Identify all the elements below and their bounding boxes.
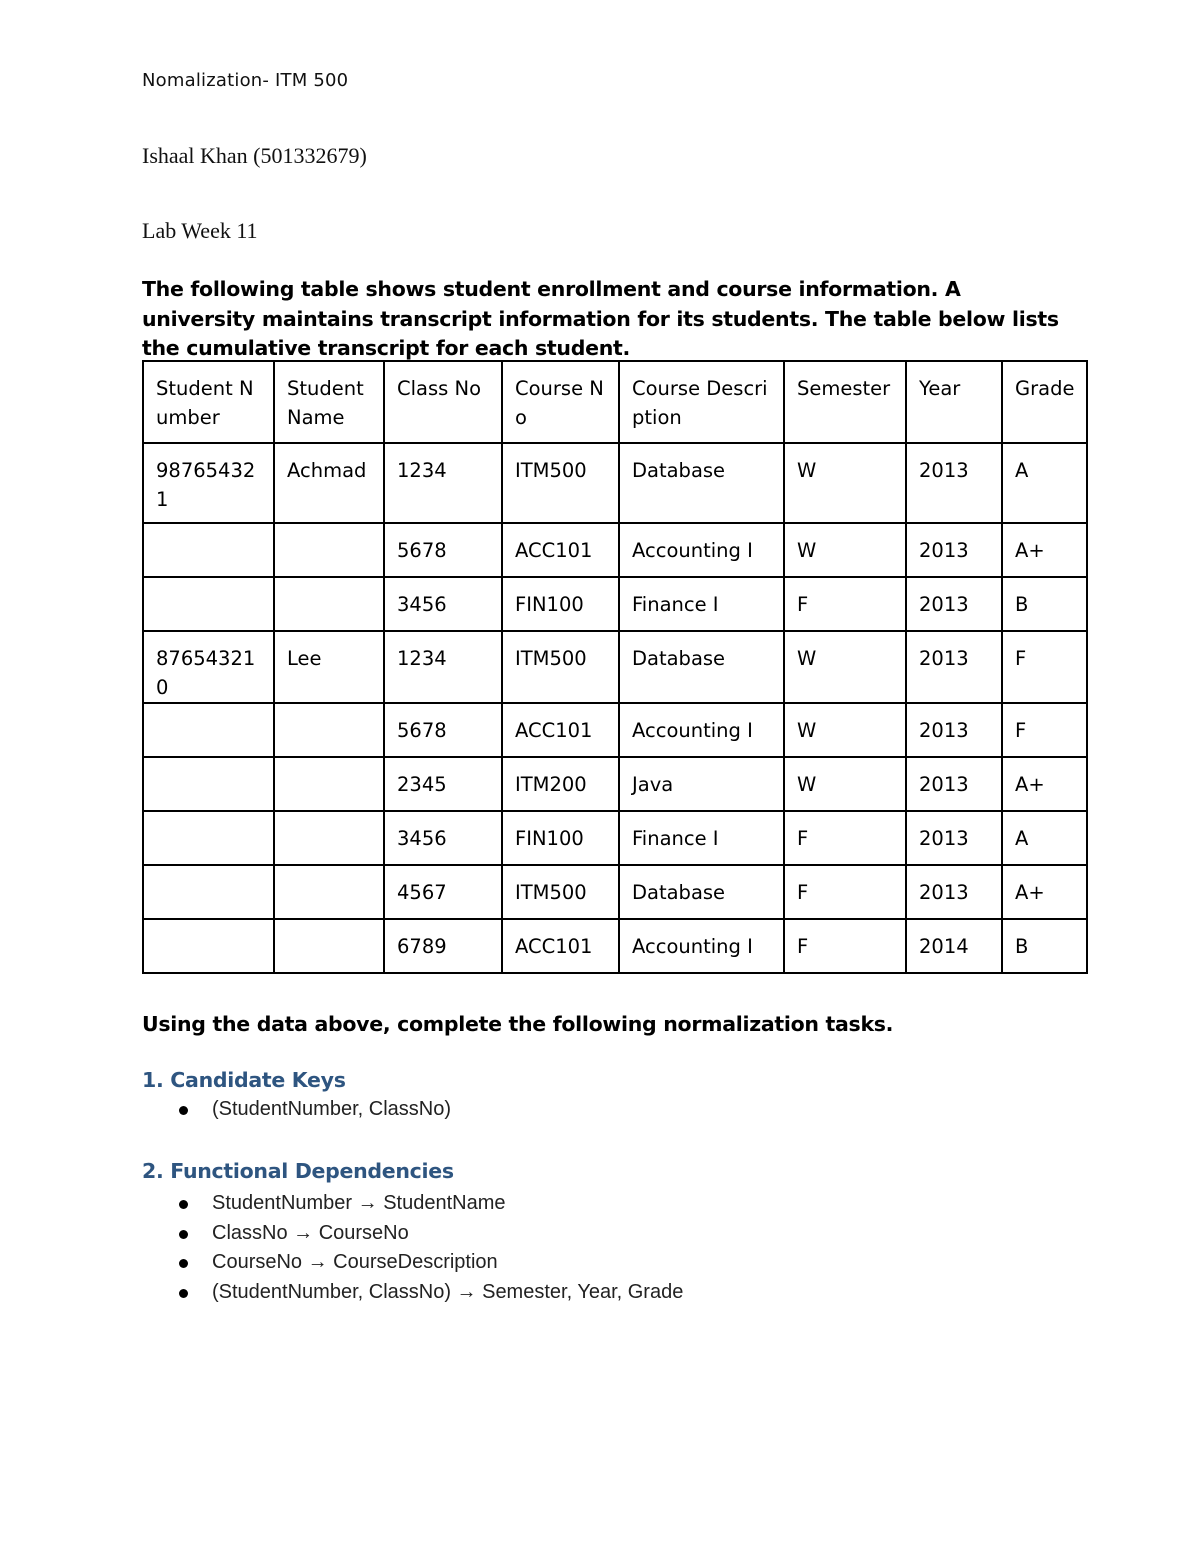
- cell-course-no: ACC101: [502, 523, 619, 577]
- cell-course-no: FIN100: [502, 811, 619, 865]
- cell-grade: A+: [1002, 865, 1087, 919]
- cell-course-description: Java: [619, 757, 784, 811]
- list-item-text: StudentNumber → StudentName: [212, 1192, 506, 1214]
- header-student-name: Student Name: [274, 361, 384, 443]
- intro-paragraph: The following table shows student enrollment and course information. A university maintains transcript information for its students. The table below lists the cumulative transcript for each student.: [142, 277, 1059, 360]
- cell-semester: F: [784, 919, 906, 973]
- candidate-keys-list: [176, 1095, 451, 1125]
- cell-course-description: Database: [619, 443, 784, 523]
- cell-class-no: 3456: [384, 811, 502, 865]
- cell-course-description: Finance I: [619, 811, 784, 865]
- cell-course-no: ITM500: [502, 865, 619, 919]
- cell-student-name: [274, 865, 384, 919]
- cell-class-no: 2345: [384, 757, 502, 811]
- cell-course-description: Accounting I: [619, 919, 784, 973]
- cell-class-no: 5678: [384, 703, 502, 757]
- header-course-description: Course Description: [619, 361, 784, 443]
- cell-year: 2013: [906, 523, 1002, 577]
- cell-year: 2013: [906, 631, 1002, 703]
- list-item-text: (StudentNumber, ClassNo) → Semester, Year, Grade: [212, 1280, 684, 1303]
- list-item: [176, 1095, 451, 1125]
- cell-semester: F: [784, 865, 906, 919]
- table-row: [143, 757, 1087, 811]
- page-header: Nomalization- ITM 500: [142, 70, 349, 91]
- cell-semester: F: [784, 577, 906, 631]
- cell-course-description: Accounting I: [619, 523, 784, 577]
- cell-grade: A+: [1002, 757, 1087, 811]
- cell-semester: W: [784, 757, 906, 811]
- cell-course-no: ITM200: [502, 757, 619, 811]
- task-instruction: Using the data above, complete the following normalization tasks.: [142, 1012, 894, 1036]
- candidate-keys-heading: 1. Candidate Keys: [142, 1068, 346, 1092]
- bullet-icon: [179, 1106, 188, 1115]
- cell-semester: W: [784, 443, 906, 523]
- cell-semester: W: [784, 523, 906, 577]
- table-row: [143, 523, 1087, 577]
- bullet-icon: [179, 1289, 188, 1298]
- cell-year: 2013: [906, 757, 1002, 811]
- cell-grade: F: [1002, 631, 1087, 703]
- bullet-icon: [179, 1259, 188, 1268]
- cell-class-no: 3456: [384, 577, 502, 631]
- cell-course-no: ACC101: [502, 703, 619, 757]
- cell-student-name: [274, 523, 384, 577]
- cell-student-number: [143, 703, 274, 757]
- cell-class-no: 1234: [384, 443, 502, 523]
- header-year: Year: [906, 361, 1002, 443]
- header-grade: Grade: [1002, 361, 1087, 443]
- cell-year: 2013: [906, 703, 1002, 757]
- list-item: [176, 1278, 683, 1308]
- cell-student-number: 987654321: [143, 443, 274, 523]
- table-row: [143, 919, 1087, 973]
- cell-student-number: [143, 757, 274, 811]
- table-row: [143, 443, 1087, 523]
- cell-year: 2014: [906, 919, 1002, 973]
- table-body: [143, 443, 1087, 973]
- table-row: [143, 811, 1087, 865]
- student-name-line: Ishaal Khan (501332679): [142, 143, 367, 168]
- cell-course-description: Finance I: [619, 577, 784, 631]
- table-row: [143, 703, 1087, 757]
- cell-year: 2013: [906, 865, 1002, 919]
- header-student-number: Student Number: [143, 361, 274, 443]
- cell-grade: A+: [1002, 523, 1087, 577]
- cell-student-name: Achmad: [274, 443, 384, 523]
- header-course-no: Course No: [502, 361, 619, 443]
- cell-student-number: 876543210: [143, 631, 274, 703]
- list-item: [176, 1189, 683, 1219]
- bullet-icon: [179, 1230, 188, 1239]
- list-item-text: ClassNo → CourseNo: [212, 1221, 409, 1244]
- list-item: [176, 1219, 683, 1249]
- cell-course-no: ACC101: [502, 919, 619, 973]
- lab-week-line: Lab Week 11: [142, 218, 258, 243]
- list-item-text: (StudentNumber, ClassNo): [212, 1098, 451, 1120]
- cell-student-number: [143, 919, 274, 973]
- cell-grade: A: [1002, 811, 1087, 865]
- cell-class-no: 1234: [384, 631, 502, 703]
- cell-course-no: ITM500: [502, 443, 619, 523]
- cell-student-number: [143, 865, 274, 919]
- list-item: [176, 1248, 683, 1278]
- cell-grade: B: [1002, 919, 1087, 973]
- cell-course-description: Database: [619, 865, 784, 919]
- transcript-table: [142, 360, 1088, 974]
- cell-student-number: [143, 523, 274, 577]
- table-header-row: [143, 361, 1087, 443]
- list-item-text: CourseNo → CourseDescription: [212, 1251, 498, 1273]
- cell-semester: W: [784, 631, 906, 703]
- cell-year: 2013: [906, 811, 1002, 865]
- cell-class-no: 6789: [384, 919, 502, 973]
- cell-student-name: [274, 757, 384, 811]
- cell-student-name: [274, 577, 384, 631]
- cell-student-name: [274, 919, 384, 973]
- table-row: [143, 631, 1087, 703]
- cell-class-no: 4567: [384, 865, 502, 919]
- cell-student-number: [143, 811, 274, 865]
- cell-semester: W: [784, 703, 906, 757]
- cell-student-name: [274, 811, 384, 865]
- cell-course-no: FIN100: [502, 577, 619, 631]
- functional-dependencies-list: [176, 1189, 683, 1307]
- cell-course-description: Database: [619, 631, 784, 703]
- cell-class-no: 5678: [384, 523, 502, 577]
- cell-year: 2013: [906, 443, 1002, 523]
- cell-grade: B: [1002, 577, 1087, 631]
- table-row: [143, 865, 1087, 919]
- cell-semester: F: [784, 811, 906, 865]
- bullet-icon: [179, 1200, 188, 1209]
- cell-course-description: Accounting I: [619, 703, 784, 757]
- functional-dependencies-heading: 2. Functional Dependencies: [142, 1159, 454, 1183]
- table-row: [143, 577, 1087, 631]
- cell-grade: A: [1002, 443, 1087, 523]
- cell-student-name: Lee: [274, 631, 384, 703]
- header-semester: Semester: [784, 361, 906, 443]
- cell-student-name: [274, 703, 384, 757]
- cell-year: 2013: [906, 577, 1002, 631]
- cell-course-no: ITM500: [502, 631, 619, 703]
- cell-grade: F: [1002, 703, 1087, 757]
- cell-student-number: [143, 577, 274, 631]
- header-class-no: Class No: [384, 361, 502, 443]
